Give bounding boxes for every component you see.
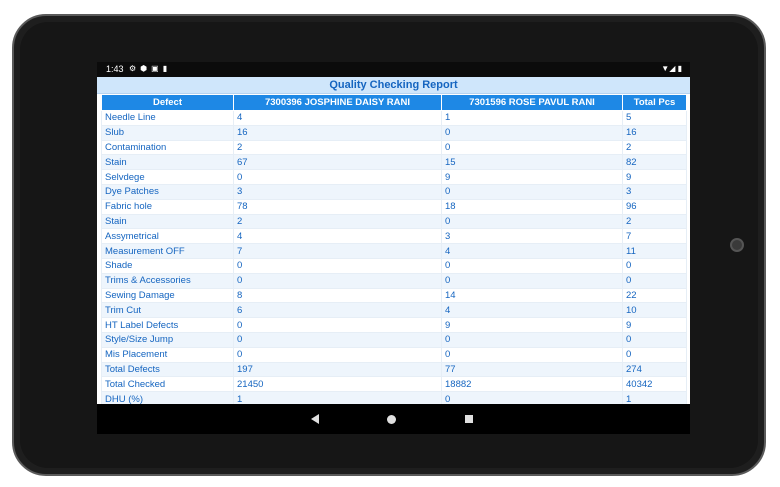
- value-cell: 8: [234, 288, 442, 303]
- defect-name-cell: Sewing Damage: [102, 288, 234, 303]
- value-cell: 6: [234, 303, 442, 318]
- defect-name-cell: DHU (%): [102, 392, 234, 404]
- value-cell: 0: [623, 258, 687, 273]
- defect-name-cell: Slub: [102, 125, 234, 140]
- value-cell: 2: [623, 140, 687, 155]
- value-cell: 0: [234, 318, 442, 333]
- value-cell: 2: [234, 140, 442, 155]
- table-row: [102, 318, 687, 333]
- table-row: [102, 111, 687, 126]
- sd-card-icon: ▮: [162, 64, 172, 73]
- value-cell: 0: [442, 392, 623, 404]
- value-cell: 16: [623, 125, 687, 140]
- value-cell: 4: [234, 111, 442, 126]
- back-icon: [311, 414, 319, 424]
- value-cell: 1: [623, 392, 687, 404]
- value-cell: 0: [442, 273, 623, 288]
- value-cell: 9: [442, 318, 623, 333]
- value-cell: 18882: [442, 377, 623, 392]
- value-cell: 77: [442, 362, 623, 377]
- wifi-icon: ▼: [661, 64, 670, 73]
- value-cell: 15: [442, 155, 623, 170]
- value-cell: 0: [442, 332, 623, 347]
- shield-icon: ⬢: [140, 64, 152, 73]
- value-cell: 4: [442, 244, 623, 259]
- table-header-row: [102, 95, 687, 111]
- value-cell: 22: [623, 288, 687, 303]
- defect-name-cell: HT Label Defects: [102, 318, 234, 333]
- signal-icon: ◢: [669, 64, 676, 73]
- back-button[interactable]: [307, 411, 323, 427]
- status-right-icons: [661, 64, 682, 73]
- value-cell: 0: [234, 347, 442, 362]
- table-row: [102, 288, 687, 303]
- value-cell: 5: [623, 111, 687, 126]
- defect-name-cell: Stain: [102, 214, 234, 229]
- value-cell: 7: [623, 229, 687, 244]
- value-cell: 3: [623, 184, 687, 199]
- defect-name-cell: Stain: [102, 155, 234, 170]
- column-header: Total Pcs: [623, 95, 687, 111]
- value-cell: 4: [234, 229, 442, 244]
- value-cell: 0: [442, 347, 623, 362]
- value-cell: 3: [234, 184, 442, 199]
- table-row: [102, 303, 687, 318]
- table-row: [102, 170, 687, 185]
- defect-name-cell: Total Defects: [102, 362, 234, 377]
- value-cell: 10: [623, 303, 687, 318]
- value-cell: 0: [234, 332, 442, 347]
- value-cell: 0: [442, 214, 623, 229]
- value-cell: 67: [234, 155, 442, 170]
- table-row: [102, 347, 687, 362]
- table-row: [102, 377, 687, 392]
- status-time: 1:43: [106, 64, 124, 74]
- value-cell: 1: [442, 111, 623, 126]
- status-bar: [97, 62, 690, 77]
- table-row: [102, 125, 687, 140]
- defect-name-cell: Trim Cut: [102, 303, 234, 318]
- defect-name-cell: Style/Size Jump: [102, 332, 234, 347]
- value-cell: 1: [234, 392, 442, 404]
- defect-name-cell: Fabric hole: [102, 199, 234, 214]
- value-cell: 9: [442, 170, 623, 185]
- value-cell: 4: [442, 303, 623, 318]
- value-cell: 0: [234, 170, 442, 185]
- value-cell: 82: [623, 155, 687, 170]
- table-row: [102, 273, 687, 288]
- status-icons: [129, 64, 171, 73]
- table-row: [102, 229, 687, 244]
- defect-name-cell: Contamination: [102, 140, 234, 155]
- value-cell: 274: [623, 362, 687, 377]
- report-view[interactable]: [97, 77, 690, 404]
- notification-icon: ▣: [151, 64, 163, 73]
- value-cell: 0: [442, 125, 623, 140]
- defect-name-cell: Selvdege: [102, 170, 234, 185]
- table-row: [102, 258, 687, 273]
- value-cell: 9: [623, 318, 687, 333]
- defect-name-cell: Mis Placement: [102, 347, 234, 362]
- settings-icon: ⚙: [129, 64, 141, 73]
- value-cell: 197: [234, 362, 442, 377]
- value-cell: 0: [623, 347, 687, 362]
- recents-button[interactable]: [461, 411, 477, 427]
- value-cell: 9: [623, 170, 687, 185]
- navigation-bar: [97, 404, 690, 434]
- value-cell: 0: [442, 184, 623, 199]
- defect-name-cell: Shade: [102, 258, 234, 273]
- value-cell: 0: [442, 258, 623, 273]
- value-cell: 2: [234, 214, 442, 229]
- value-cell: 3: [442, 229, 623, 244]
- value-cell: 0: [623, 332, 687, 347]
- defect-name-cell: Dye Patches: [102, 184, 234, 199]
- value-cell: 96: [623, 199, 687, 214]
- table-row: [102, 140, 687, 155]
- value-cell: 0: [623, 273, 687, 288]
- value-cell: 11: [623, 244, 687, 259]
- report-table: [101, 94, 687, 404]
- value-cell: 40342: [623, 377, 687, 392]
- value-cell: 16: [234, 125, 442, 140]
- home-icon: [387, 415, 396, 424]
- table-row: [102, 362, 687, 377]
- defect-name-cell: Total Checked: [102, 377, 234, 392]
- defect-name-cell: Measurement OFF: [102, 244, 234, 259]
- value-cell: 0: [442, 140, 623, 155]
- table-row: [102, 392, 687, 404]
- table-row: [102, 332, 687, 347]
- table-row: [102, 244, 687, 259]
- value-cell: 21450: [234, 377, 442, 392]
- device-screen: [97, 62, 690, 434]
- home-button[interactable]: [383, 411, 399, 427]
- camera-icon: [730, 238, 744, 252]
- defect-name-cell: Assymetrical: [102, 229, 234, 244]
- table-row: [102, 199, 687, 214]
- value-cell: 7: [234, 244, 442, 259]
- column-header: Defect: [102, 95, 234, 111]
- table-row: [102, 155, 687, 170]
- value-cell: 14: [442, 288, 623, 303]
- defect-name-cell: Trims & Accessories: [102, 273, 234, 288]
- column-header: 7301596 ROSE PAVUL RANI: [442, 95, 623, 111]
- value-cell: 0: [234, 273, 442, 288]
- column-header: 7300396 JOSPHINE DAISY RANI: [234, 95, 442, 111]
- value-cell: 18: [442, 199, 623, 214]
- table-body: [102, 111, 687, 405]
- value-cell: 0: [234, 258, 442, 273]
- value-cell: 78: [234, 199, 442, 214]
- table-row: [102, 214, 687, 229]
- battery-icon: ▮: [677, 64, 682, 73]
- report-title: Quality Checking Report: [97, 77, 690, 94]
- recents-icon: [465, 415, 473, 423]
- defect-name-cell: Needle Line: [102, 111, 234, 126]
- table-row: [102, 184, 687, 199]
- value-cell: 2: [623, 214, 687, 229]
